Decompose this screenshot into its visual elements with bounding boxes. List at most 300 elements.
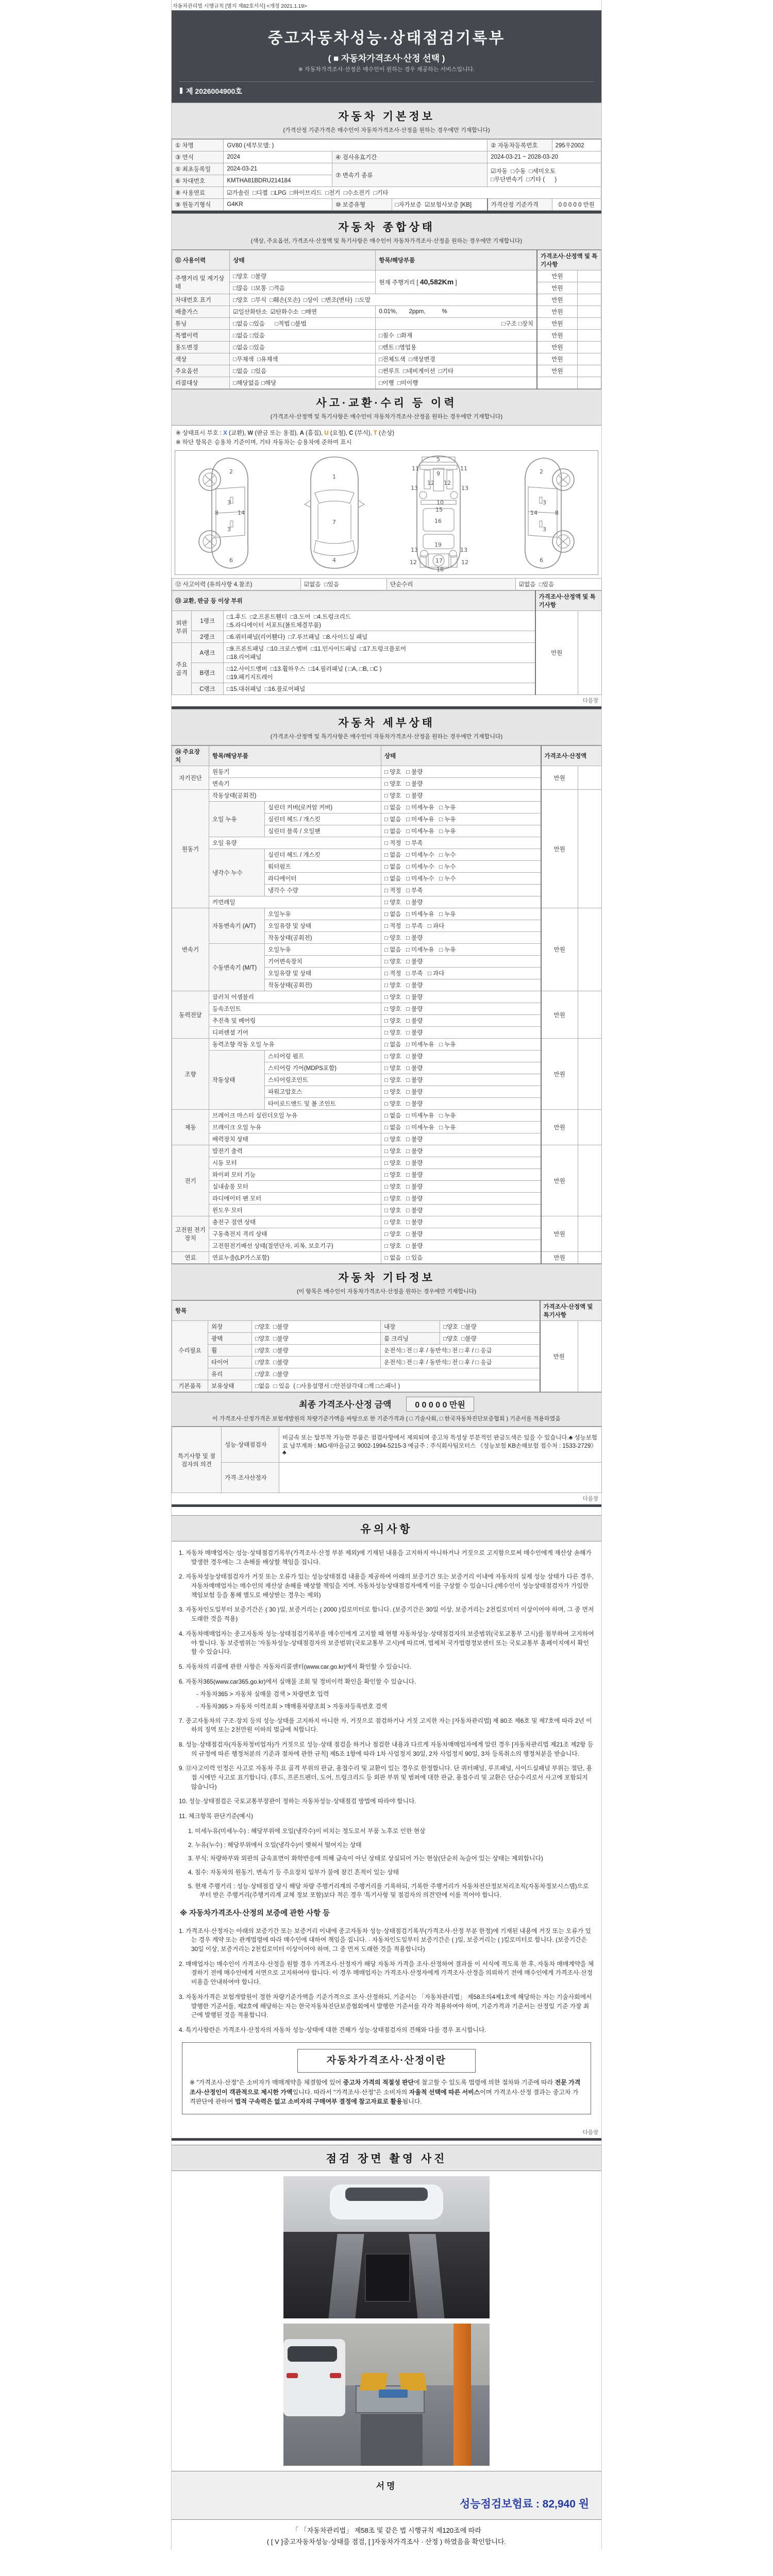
item-cell: 추진축 및 베어링 bbox=[209, 1015, 381, 1027]
checkbox-group: □ 적정 □ 부족 □ 과다 bbox=[381, 968, 541, 979]
label-cell: ⑥ 차대번호 bbox=[172, 175, 224, 187]
checkbox-group: □ 양호 □ 불량 bbox=[381, 1169, 541, 1181]
etc-table bbox=[172, 1300, 602, 1392]
windshield-shape bbox=[345, 2188, 428, 2201]
column-header: 상태 bbox=[381, 746, 541, 766]
column-header: 가격조사·산정액 bbox=[541, 746, 602, 766]
guarantee-item: 1. 가격조사·산정자는 아래의 보증기간 또는 보증거리 이내에 중고자동차 성능·상태점검기록부(가격조사·산정 부분 한정)에 기재된 내용에 거짓 또는 오류가 있는 경우 계약 또는 관계법령에 따라 매수인에 대하여 책임을 집니다. · 자동차인도일부터 보증기간은 ( )일, 보증거리는 ( )킬로미터로 합니다. (보증기간은 30일 이상, 보증거리는 2천킬로미터 이상이어야 하며, 그 중 먼저 도래한 것을 적용합니다) bbox=[179, 1927, 591, 1953]
price-cell: 만원 bbox=[541, 908, 578, 991]
insurance-fee: 성능점검보험료 : 82,940 원 bbox=[459, 2498, 589, 2510]
value-cell: 295우2002 bbox=[552, 140, 601, 151]
criteria-item: 1. 미세누유(미세누수) : 해당부위에 오일(냉각수)이 비치는 정도로서 부품 노후로 인한 현상 bbox=[188, 1827, 426, 1835]
section-accident-header bbox=[172, 389, 601, 426]
item-cell: 스티어링 펌프 bbox=[265, 1050, 381, 1062]
notice-item: 3. 자동차인도일부터 보증기간은 ( 30 )일, 보증거리는 ( 2000 )킬로미터로 합니다. (보증기간은 30일 이상, 보증거리는 2천킬로미터 이상이어야 하며, 그 중 먼저 도래한 것을 적용) bbox=[179, 1606, 594, 1623]
confirmation-statement: 「 「자동차관리법」 제58조 및 같은 법 시행규칙 제120조에 따라 ( [ V ]중고자동차성능·상태를 점검, [ ]자동차가격조사 · 산정 ) 하였음을 확인합니다. bbox=[266, 2526, 507, 2546]
rank-cell: C랭크 bbox=[192, 683, 224, 695]
price-cell: 만원 bbox=[541, 1216, 578, 1252]
document-note: ※ 자동차가격조사·산정은 매수인이 원하는 경우 제공하는 서비스입니다. bbox=[298, 66, 475, 73]
checkbox-group: □ 양호 □ 불량 bbox=[381, 1098, 541, 1110]
checkbox-group: □많음 □보통 □적음 bbox=[230, 282, 376, 294]
table-row bbox=[172, 1427, 602, 1463]
notes-cell bbox=[577, 365, 601, 377]
checkbox-group: □ 양호 □ 불량 bbox=[381, 1015, 541, 1027]
svg-text:19: 19 bbox=[434, 541, 442, 548]
rank-cell: 2랭크 bbox=[192, 631, 224, 643]
svg-text:1: 1 bbox=[332, 473, 336, 480]
item-cell: 오일 유량 bbox=[209, 837, 381, 849]
price-cell: 만원 bbox=[537, 270, 577, 282]
checkbox-group: □ 없음 □ 미세누유 □ 누유 bbox=[381, 825, 541, 837]
price-cell: 만원 bbox=[541, 1110, 578, 1145]
checkbox-group: □ 없음 □ 미세누유 □ 누유 bbox=[381, 1110, 541, 1122]
label-cell: ⑨ 원동기형식 bbox=[172, 199, 224, 211]
final-price-label: 최종 가격조사·산정 금액 bbox=[299, 1400, 392, 1410]
label-cell: ③ 연식 bbox=[172, 151, 224, 163]
notice-item: 7. 중고자동차의 구조·장치 등의 성능·상태를 고지하지 아니한 자, 거짓으로 점검하거나 거짓 고지한 자는 [자동차관리법] 제 80조 제6호 및 제7호에 따라 2년 이하의 징역 또는 2천만원 이하의 벌금에 처합니다. bbox=[179, 1717, 592, 1734]
table-row bbox=[172, 1380, 602, 1392]
table-row bbox=[172, 1003, 602, 1015]
svg-text:2: 2 bbox=[229, 468, 233, 475]
checkbox-group: □ 없음 □ 미세누유 □ 누유 bbox=[381, 814, 541, 825]
checkbox-group: □침수 □화재 bbox=[376, 330, 537, 342]
checkbox-group: □ 없음 □ 미세누유 □ 누유 bbox=[381, 1122, 541, 1133]
item-cell: 유리 bbox=[208, 1368, 252, 1380]
checkbox-group: □ 양호 □ 불량 bbox=[381, 1240, 541, 1252]
item-cell: 실린더 헤드 / 개스킷 bbox=[265, 849, 381, 861]
checkbox-group: □ 양호 □ 불량 bbox=[381, 991, 541, 1003]
ramp-block-right bbox=[399, 2373, 427, 2391]
inspection-photo-2 bbox=[283, 2324, 490, 2466]
table-row bbox=[172, 342, 601, 353]
section-subtitle: (가격조사·산정액 및 특기사항은 매수인이 자동차가격조사·산정을 원하는 경우에만 기재합니다) bbox=[270, 734, 503, 740]
checkbox-group: □ 양호 □ 불량 bbox=[381, 1062, 541, 1074]
sub-cell: 수동변속기 (M/T) bbox=[209, 944, 265, 991]
exchange-panel-table bbox=[172, 590, 602, 695]
checkbox-group: □ 양호 □ 불량 bbox=[381, 1003, 541, 1015]
checkbox-group: □6.쿼터패널(리어휀다) □7.루브패널 □8.사이드실 패널 bbox=[224, 631, 535, 643]
accident-history-table bbox=[172, 578, 602, 590]
item-cell: 스티어링조인트 bbox=[265, 1074, 381, 1086]
sub-cell: 오일 누유 bbox=[209, 802, 265, 837]
checkbox-group: ☑없음 □있음 bbox=[301, 579, 387, 590]
label-cell: 특별이력 bbox=[172, 330, 230, 342]
checkbox-group: □양호 □불량 bbox=[252, 1357, 381, 1368]
notice-item: 8. 성능·상태점검자(자동차정비업자)가 거짓으로 성능·상태 점검을 하거나 점검한 내용과 다르게 자동차매매업자에게 알린 경우 [자동차관리법 제21조 제2항 등의 규정에 따른 행정처분의 기준과 절차에 관한 규칙] 제5조 1항에 따라 1차 사업정지 30일, 2차 사업정지 90일, 3차 등록취소의 행정처분을 받습니다. bbox=[179, 1741, 594, 1757]
table-row bbox=[172, 1133, 602, 1145]
group-cell: 조향 bbox=[172, 1039, 209, 1110]
table-row bbox=[172, 365, 601, 377]
table-row bbox=[172, 778, 602, 790]
table-row bbox=[172, 250, 601, 270]
svg-text:2: 2 bbox=[540, 468, 543, 475]
label-cell: 주행거리 및 계기상태 bbox=[172, 270, 230, 294]
item-cell: 파워고압호스 bbox=[265, 1086, 381, 1098]
ramp-block-left bbox=[360, 2373, 388, 2391]
checkbox-group: □9.프론트패널 □10.크로스멤버 □11.인사이드패널 □17.트렁크플로어 □18.리어패널 bbox=[224, 643, 535, 663]
item-cell: 오일유량 및 상태 bbox=[265, 968, 381, 979]
svg-text:10: 10 bbox=[436, 499, 444, 506]
table-row bbox=[172, 944, 602, 956]
item-cell: 작동상태(공회전) bbox=[209, 790, 381, 802]
notes-cell bbox=[578, 1252, 602, 1264]
document-subtitle: ( ■ 자동차가격조사·산정 선택 ) bbox=[328, 54, 445, 63]
checkbox-group: □ 적정 □ 부족 bbox=[381, 837, 541, 849]
document bbox=[171, 0, 602, 2550]
sub-cell: 냉각수 누수 bbox=[209, 849, 265, 896]
table-row bbox=[172, 746, 602, 766]
item-cell: 워터펌프 bbox=[265, 861, 381, 873]
checkbox-group: □ 양호 □ 불량 bbox=[381, 896, 541, 908]
car-side-right-diagram bbox=[492, 453, 593, 572]
checkbox-group: □렌트 □영업용 bbox=[376, 342, 537, 353]
overall-table bbox=[172, 250, 601, 389]
table-row bbox=[172, 591, 602, 611]
table-row bbox=[172, 1193, 602, 1205]
checkbox-group: □ 없음 □ 미세누수 □ 누수 bbox=[381, 873, 541, 885]
table-row bbox=[172, 199, 601, 211]
table-row bbox=[172, 1301, 602, 1321]
column-header: ⑭ 주요장치 bbox=[172, 746, 209, 766]
svg-text:16: 16 bbox=[434, 518, 442, 524]
table-row bbox=[172, 1240, 602, 1252]
criteria-item: 5. 현재 주행거리 : 성능·상태점검 당시 해당 차량 주행거리계의 주행거리를 기록하되, 기록한 주행거리가 자동차전산정보처리조직(자동차정보시스템)으로부터 받은 주행거리(주행거리계 교체 정보 포함)보다 적은 경우 '특기사항 및 점검자의 의견'란에 이를 적어야 합니다. bbox=[188, 1882, 589, 1899]
code-x: X bbox=[223, 430, 227, 436]
checkbox-group: □ 없음 □ 미세누유 □ 누유 bbox=[381, 802, 541, 814]
value-cell: 0 0 0 0 0 만원 bbox=[552, 199, 601, 211]
label-cell: 색상 bbox=[172, 353, 230, 365]
item-cell: 충전구 절연 상태 bbox=[209, 1216, 381, 1228]
item-cell: 고전원전기배선 상태(절연단자, 피복, 보호기구) bbox=[209, 1240, 381, 1252]
checkbox-group: ☑자동 □수동 □세미오토 □무단변속기 □기타 ( ) bbox=[488, 163, 601, 187]
item-cell: 타이로드엔드 및 볼 조인트 bbox=[265, 1098, 381, 1110]
svg-text:3: 3 bbox=[543, 526, 546, 533]
svg-text:12: 12 bbox=[444, 480, 451, 486]
item-cell: 작동상태(공회전) bbox=[265, 979, 381, 991]
item-cell: 내장 bbox=[381, 1321, 440, 1333]
table-row bbox=[172, 611, 602, 631]
checkbox-group: □ 양호 □ 불량 bbox=[381, 1228, 541, 1240]
item-cell: 외장 bbox=[208, 1321, 252, 1333]
price-cell: 만원 bbox=[537, 282, 577, 294]
checkbox-group: □ 양호 □ 불량 bbox=[381, 979, 541, 991]
svg-text:3: 3 bbox=[543, 499, 546, 506]
criteria-item: 3. 부식: 차량하부와 외판의 금속표면이 화학반응에 의해 금속이 아닌 상태로 상실되어 가는 현상(단순히 녹슬어 있는 상태는 제외합니다) bbox=[188, 1855, 543, 1862]
checkbox-group: □무채색 □유채색 bbox=[230, 353, 376, 365]
code-t: T bbox=[373, 430, 377, 436]
notes-cell bbox=[577, 353, 601, 365]
item-cell: 실린더 커버(로커암 커버) bbox=[265, 802, 381, 814]
table-row bbox=[172, 1050, 602, 1062]
criteria-item: 2. 누유(누수) : 해당부위에서 오일(냉각수)이 맺혀서 떨어지는 상태 bbox=[188, 1841, 362, 1849]
checkbox-group: □전체도색 □색상변경 bbox=[376, 353, 537, 365]
table-row bbox=[172, 896, 602, 908]
notes-cell bbox=[578, 1110, 602, 1145]
item-cell: 실린더 헤드 / 개스킷 bbox=[265, 814, 381, 825]
table-row bbox=[172, 802, 602, 814]
checkbox-group: □없음 □있음 □적법 □불법 bbox=[230, 318, 376, 330]
price-cell: 만원 bbox=[537, 330, 577, 342]
column-header: 상태 bbox=[230, 250, 376, 270]
label-cell: 주요옵션 bbox=[172, 365, 230, 377]
column-header: 항목 bbox=[172, 1301, 540, 1321]
item-cell: 발전기 출력 bbox=[209, 1145, 381, 1157]
price-cell: 만원 bbox=[537, 318, 577, 330]
rank-cell: 1랭크 bbox=[192, 611, 224, 631]
table-row bbox=[172, 1145, 602, 1157]
notes-cell bbox=[578, 1216, 602, 1252]
checkbox-group: ☑없음 □있음 bbox=[516, 579, 602, 590]
value-cell: 2024-03-21 ~ 2028-03-20 bbox=[488, 151, 601, 163]
item-cell: 브레이크 마스터 실린더오일 누유 bbox=[209, 1110, 381, 1122]
document-title: 중고자동차성능·상태점검기록부 bbox=[267, 30, 506, 47]
table-row bbox=[172, 1368, 602, 1380]
info-box-title: 자동차가격조사·산정이란 bbox=[297, 2049, 476, 2073]
table-row bbox=[172, 1252, 602, 1264]
item-cell: 커먼레일 bbox=[209, 896, 381, 908]
item-cell: 원동기 bbox=[209, 766, 381, 778]
notice-item: 5. 자동차의 리콜에 관한 사항은 자동차리콜센터(www.car.go.kr)에서 확인할 수 있습니다. bbox=[179, 1663, 412, 1670]
code-c: C bbox=[349, 430, 354, 436]
section-title: 자동차 기타정보 bbox=[338, 1272, 435, 1284]
item-cell: 실내송풍 모터 bbox=[209, 1181, 381, 1193]
label-cell: 차대번호 표기 bbox=[172, 294, 230, 306]
checkbox-group: □ 없음 □ 미세누유 □ 누유 bbox=[381, 944, 541, 956]
notes-cell bbox=[578, 1321, 602, 1392]
section-detail-header bbox=[172, 709, 601, 745]
table-row bbox=[172, 1169, 602, 1181]
table-row bbox=[172, 294, 601, 306]
notes-cell bbox=[578, 908, 602, 991]
checkbox-group: □ 없음 □ 있음 bbox=[381, 1252, 541, 1264]
table-row bbox=[172, 306, 601, 318]
checkbox-group: □ 없음 □ 미세누수 □ 누수 bbox=[381, 861, 541, 873]
checkbox-group: □양호 □부식 □훼손(오손) □상이 □변조(변타) □도말 bbox=[230, 294, 537, 306]
table-row bbox=[172, 1205, 602, 1216]
table-row bbox=[172, 353, 601, 365]
checkbox-group: □ 적정 □ 부족 bbox=[381, 885, 541, 896]
table-row bbox=[172, 790, 602, 802]
table-row bbox=[172, 837, 602, 849]
group-cell: 외판부위 bbox=[172, 611, 192, 643]
section-title: 점검 장면 촬영 사진 bbox=[326, 2153, 447, 2165]
checkbox-group: □없음 □있음 bbox=[230, 342, 376, 353]
car-diagram-panel bbox=[175, 450, 598, 575]
opinion-table bbox=[172, 1427, 602, 1493]
final-price-band bbox=[172, 1392, 601, 1427]
sub-cell: 자동변속기 (A/T) bbox=[209, 908, 265, 944]
notice-subitem: - 자동차365 > 자동차 이력조회 > 매매용차량조회 > 자동차등록번호 검색 bbox=[196, 1702, 388, 1710]
checkbox-group: □ 양호 □ 불량 bbox=[381, 1074, 541, 1086]
checkbox-group: □15.대쉬패널 □16.플로어패널 bbox=[224, 683, 535, 695]
label-cell: ⑧ 사용연료 bbox=[172, 187, 224, 199]
notes-cell bbox=[577, 377, 601, 389]
svg-text:4: 4 bbox=[332, 557, 336, 564]
svg-text:12: 12 bbox=[410, 559, 417, 566]
price-appraisal-info-box bbox=[182, 2042, 591, 2114]
lift-center-pit bbox=[365, 2253, 410, 2302]
price-cell: 만원 bbox=[537, 342, 577, 353]
checkbox-group: □양호 □불량 bbox=[230, 270, 376, 282]
svg-text:3: 3 bbox=[227, 526, 231, 533]
checkbox-group: □ 양호 □ 불량 bbox=[381, 1050, 541, 1062]
section-title: 사고·교환·수리 등 이력 bbox=[316, 397, 457, 409]
table-row bbox=[172, 908, 602, 920]
item-cell: 동력조향 작동 오일 누유 bbox=[209, 1039, 381, 1050]
price-cell: 만원 bbox=[541, 766, 578, 790]
checkbox-group: □썬루프 □네비게이션 □기타 bbox=[376, 365, 537, 377]
criteria-item: 4. 침수: 자동차의 원동기, 변속기 등 주요장치 일부가 물에 잠긴 흔적이 있는 상태 bbox=[188, 1868, 399, 1876]
signature-section bbox=[172, 2471, 601, 2520]
checkbox-group: □ 양호 □ 불량 bbox=[381, 766, 541, 778]
rank-cell: A랭크 bbox=[192, 643, 224, 663]
table-row bbox=[172, 1228, 602, 1240]
price-cell: 만원 bbox=[541, 1252, 578, 1264]
item-cell: 디퍼렌셜 기어 bbox=[209, 1027, 381, 1039]
label-cell: 리콜대상 bbox=[172, 377, 230, 389]
notice-item: 6. 자동차365(www.car365.go.kr)에서 실매물 조회 및 정비이력 확인을 확인할 수 있습니다. bbox=[179, 1677, 416, 1685]
table-row bbox=[172, 330, 601, 342]
item-cell: 변속기 bbox=[209, 778, 381, 790]
item-cell: 구동축전지 격리 상태 bbox=[209, 1228, 381, 1240]
notes-cell bbox=[578, 1039, 602, 1110]
code-u: U bbox=[324, 430, 329, 436]
checkbox-group: 운전석□ 전 □ 후 / 동반석□ 전 □ 후 / □ 응급 bbox=[381, 1345, 540, 1357]
table-row bbox=[172, 1181, 602, 1193]
section-etc-header bbox=[172, 1264, 601, 1300]
checkbox-group: □ 적정 □ 부족 □ 과다 bbox=[381, 920, 541, 932]
table-row bbox=[172, 1216, 602, 1228]
next-page-label: 다음장 bbox=[582, 698, 598, 704]
next-page-label: 다음장 bbox=[582, 2129, 598, 2136]
section-overall-header bbox=[172, 213, 601, 250]
group-cell: 제동 bbox=[172, 1110, 209, 1145]
guarantee-item: 4. 특기사항란은 가격조사·산정자의 자동차 성능·상태에 대한 견해가 성능·상태점검자의 견해와 다를 경우 표시합니다. bbox=[179, 2026, 486, 2033]
value-cell: 0.01%, 2ppm, % bbox=[376, 306, 537, 318]
svg-text:14: 14 bbox=[530, 510, 537, 516]
item-cell: 실린더 블록 / 오일팬 bbox=[265, 825, 381, 837]
basic-info-table bbox=[172, 139, 601, 211]
car-window-shape bbox=[288, 2346, 337, 2362]
section-subtitle: (가격조사·산정액 및 특기사항은 매수인이 자동차가격조사·산정을 원하는 경우에만 기재합니다) bbox=[270, 414, 503, 420]
table-row bbox=[172, 991, 602, 1003]
table-row bbox=[172, 579, 602, 590]
checkbox-group: □1.후드 □2.프론트휀더 □3.도어 □4.트렁크리드 □5.라디에이터 서포트(볼트체결부품) bbox=[224, 611, 535, 631]
notice-body bbox=[172, 1541, 601, 2127]
car-top-diagram bbox=[284, 453, 385, 572]
svg-text:14: 14 bbox=[238, 510, 245, 516]
checkbox-group: □ 양호 □ 불량 bbox=[381, 1133, 541, 1145]
value-cell: 현재 주행거리 [ 40,582Km ] bbox=[376, 270, 537, 294]
item-cell: 스티어링 기어(MDPS포함) bbox=[265, 1062, 381, 1074]
table-row bbox=[172, 1015, 602, 1027]
section-title: 자동차 세부상태 bbox=[338, 717, 435, 729]
checkbox-group: □ 양호 □ 불량 bbox=[381, 1205, 541, 1216]
notice-subitem: - 자동차365 > 자동차 실매물 검색 > 차량번호 입력 bbox=[196, 1690, 329, 1698]
table-row bbox=[172, 1039, 602, 1050]
item-cell: 기어변속장치 bbox=[265, 956, 381, 968]
checkbox-group: □ 양호 □ 불량 bbox=[381, 1181, 541, 1193]
section-subtitle: (이 항목은 매수인이 자동차가격조사·산정을 원하는 경우에만 기재합니다) bbox=[296, 1289, 477, 1295]
checkbox-group: □해당없음 □해당 bbox=[230, 377, 376, 389]
group-cell: 고전원 전기장치 bbox=[172, 1216, 209, 1252]
label-cell: 가격산정 기준가격 bbox=[488, 199, 552, 211]
table-row bbox=[172, 140, 601, 151]
group-cell: 기본품목 bbox=[172, 1380, 208, 1392]
notes-cell bbox=[578, 1145, 602, 1216]
checkbox-group: □ 양호 □ 불량 bbox=[381, 956, 541, 968]
notes-cell bbox=[577, 282, 601, 294]
pit-shadow bbox=[361, 2414, 423, 2466]
checkbox-group: □자가보증 ☑보험사보증 [KB] bbox=[392, 199, 488, 211]
column-header: 항목/해당부품 bbox=[209, 746, 381, 766]
svg-text:11: 11 bbox=[412, 465, 419, 472]
item-cell: 냉각수 수량 bbox=[265, 885, 381, 896]
checkbox-group: □ 양호 □ 불량 bbox=[381, 790, 541, 802]
table-row bbox=[172, 270, 601, 282]
checkbox-group: □12.사이드멤버 □13.휠하우스 □14.필러패널 ( □A, □B, □C ) □19.패키지트레이 bbox=[224, 663, 535, 683]
item-cell: 배력장치 상태 bbox=[209, 1133, 381, 1145]
item-cell: 오일누유 bbox=[265, 944, 381, 956]
group-cell: 전기 bbox=[172, 1145, 209, 1216]
notice-item: 1. 자동차 매매업자는 성능·상태점검기록부(가격조사·산정 부분 제외)에 기재된 내용을 고지하지 아니하거나 거짓으로 고지함으로써 매수인에게 재산상 손해가 발생한 경우에는 그 손해를 배상할 책임을 집니다. bbox=[179, 1549, 592, 1566]
notice-item: 9. ⑫사고이력 인정은 사고로 자동차 주요 골격 부위의 판금, 용접수리 및 교환이 있는 경우로 한정합니다. 단 쿼터패널, 루프패널, 사이드실패널 부위는 절단, 용접 시에만 사고로 표기합니다. (후드, 프론트펜더, 도어, 트렁크리드 등 외판 부위 및 범퍼에 대한 판금, 용접수리 및 교환은 단순수리로서 사고에 포함되지 않습니다) bbox=[179, 1765, 592, 1790]
table-row bbox=[172, 151, 601, 163]
table-row bbox=[172, 1321, 602, 1333]
appraiser-opinion bbox=[279, 1463, 602, 1493]
group-cell: 동력전달 bbox=[172, 991, 209, 1039]
table-row bbox=[172, 377, 601, 389]
table-row bbox=[172, 766, 602, 778]
price-cell: 만원 bbox=[541, 991, 578, 1039]
sub-cell: 작동상태 bbox=[209, 1050, 265, 1110]
notice-item: 10. 성능·상태점검은 국토교통부장관이 정하는 자동차성능·상태점검 방법에 따라야 합니다. bbox=[179, 1798, 416, 1805]
rank-cell: B랭크 bbox=[192, 663, 224, 683]
section-basic-info-header bbox=[172, 103, 601, 139]
checkbox-group: □ 양호 □ 불량 bbox=[381, 1086, 541, 1098]
svg-text:13: 13 bbox=[460, 547, 467, 553]
notes-cell bbox=[578, 991, 602, 1039]
group-cell: 수리필요 bbox=[172, 1321, 208, 1380]
final-price-basis: 이 가격조사·산정가격은 보험개발원의 차량기준가액을 바탕으로 한 기준가격과 ( □ 기술사회, □ 한국자동차진단보증협회 ) 기준서를 적용하였음 bbox=[212, 1416, 561, 1422]
svg-text:13: 13 bbox=[411, 485, 418, 492]
price-cell: 만원 bbox=[537, 294, 577, 306]
table-row bbox=[172, 163, 601, 175]
table-row bbox=[172, 1345, 602, 1357]
section-subtitle: (색상, 주요옵션, 가격조사·산정액 및 특기사항은 매수인이 자동차가격조사·산정을 원하는 경우에만 기재합니다) bbox=[250, 238, 523, 244]
column-header: ⑬ 교환, 판금 등 이상 부위 bbox=[172, 591, 535, 611]
notice-item: 2. 자동차성능상태점검자가 거짓 또는 오류가 있는 성능상태점검 내용을 제공하여 아래의 보증기간 또는 보증거리 이내에 자동차의 실제 성능 상태가 다른 경우, 자동차매매업자는 매수인의 재산상 손해를 배상할 책임을 지며, 자동차성능상태점검자에게 이를 구상할 수 있습니다.(매수인이 성능상태점검자가 가입한 책임보험 등을 통해 별도로 배상받는 경우는 제외) bbox=[179, 1573, 594, 1599]
table-row bbox=[172, 1463, 602, 1493]
price-cell: 만원 bbox=[540, 1321, 578, 1392]
document-number: 제 2026004900호 bbox=[179, 81, 594, 98]
group-cell: 자기진단 bbox=[172, 766, 209, 790]
notes-cell bbox=[577, 318, 601, 330]
value-cell: GV80 (세부모델: ) bbox=[224, 140, 488, 151]
signature-title: 서명 bbox=[376, 2481, 397, 2491]
code-w: W bbox=[247, 430, 254, 436]
checkbox-group: 운전석□ 전 □ 후 / 동반석□ 전 □ 후 / □ 응급 bbox=[381, 1357, 540, 1368]
label-cell: ⑫ 사고이력 (유의사항 4.참조) bbox=[172, 579, 301, 590]
checkbox-group: □ 양호 □ 불량 bbox=[381, 1193, 541, 1205]
checkbox-group: □ 양호 □ 불량 bbox=[381, 1157, 541, 1169]
item-cell: 윈도우 모터 bbox=[209, 1205, 381, 1216]
item-cell: 보유상태 bbox=[208, 1380, 252, 1392]
label-cell: 단순수리 bbox=[387, 579, 516, 590]
table-row bbox=[172, 318, 601, 330]
price-cell: 만원 bbox=[541, 1039, 578, 1110]
item-cell: 라디에이터 bbox=[265, 873, 381, 885]
